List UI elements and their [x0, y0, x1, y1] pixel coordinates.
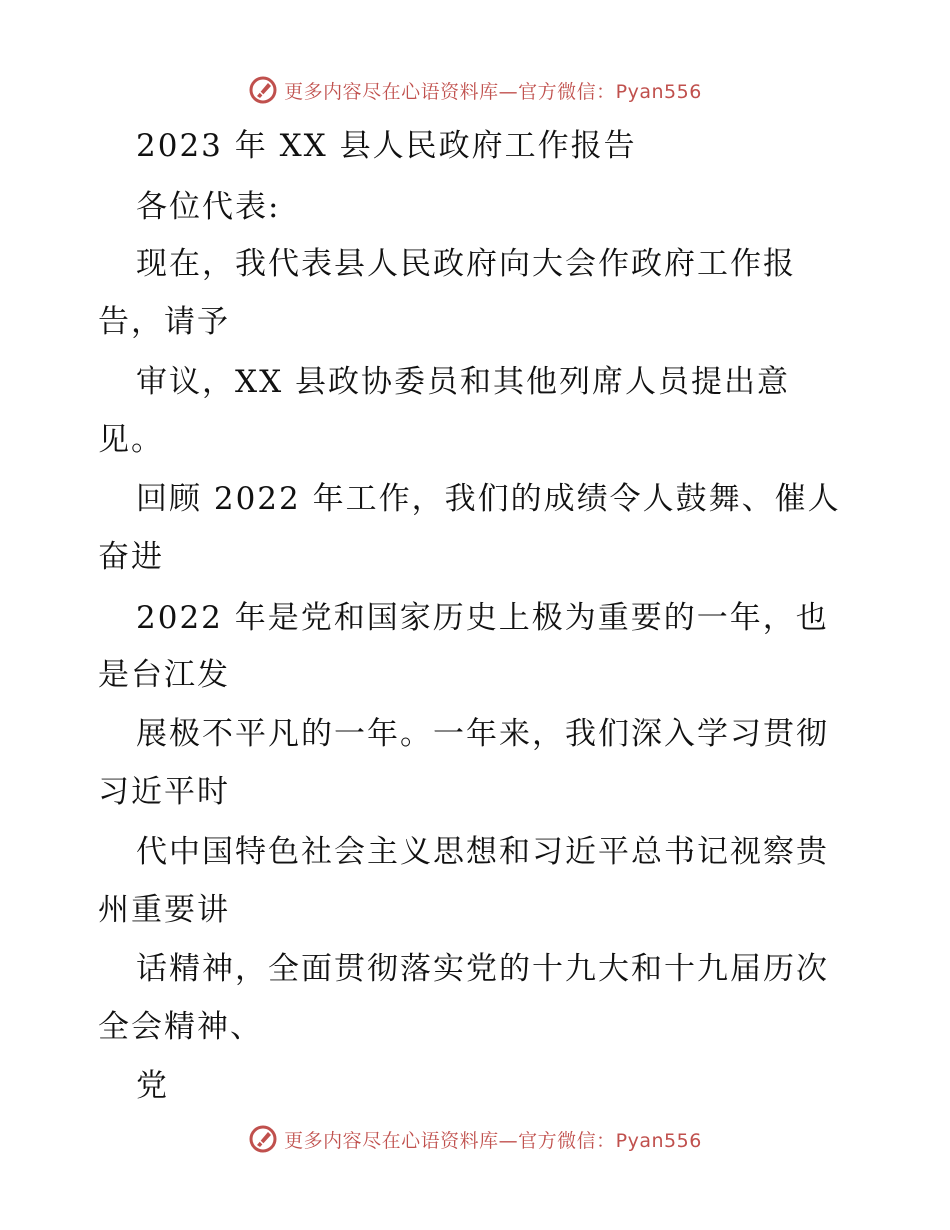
salutation: 各位代表: — [136, 189, 281, 225]
watermark-text: 更多内容尽在心语资料库—官方微信：Pyan556 — [284, 1129, 702, 1152]
paragraph-line: 告，请予 — [98, 304, 230, 340]
paragraph-line: 展极不平凡的一年。一年来，我们深入学习贯彻 — [136, 716, 829, 752]
paragraph-line: 习近平时 — [98, 774, 230, 810]
footer-watermark — [0, 1119, 950, 1159]
paragraph-line: 审议，XX 县政协委员和其他列席人员提出意 — [136, 364, 790, 400]
paragraph-line: 奋进 — [98, 539, 164, 575]
paragraph-line: 党 — [136, 1068, 169, 1104]
paragraph-line: 2022 年是党和国家历史上极为重要的一年，也 — [136, 600, 829, 636]
paragraph-line: 话精神，全面贯彻落实党的十九大和十九届历次 — [136, 951, 829, 987]
paragraph-line: 是台江发 — [98, 657, 230, 693]
paragraph-line: 代中国特色社会主义思想和习近平总书记视察贵 — [136, 834, 829, 870]
paragraph-line: 回顾 2022 年工作，我们的成绩令人鼓舞、催人 — [136, 481, 841, 517]
pen-seal-icon — [248, 75, 278, 105]
paragraph-line: 州重要讲 — [98, 892, 230, 928]
watermark-text: 更多内容尽在心语资料库—官方微信：Pyan556 — [284, 80, 702, 103]
pen-seal-icon — [248, 1124, 278, 1154]
paragraph-line: 现在，我代表县人民政府向大会作政府工作报 — [136, 246, 796, 282]
paragraph-line: 见。 — [98, 422, 164, 458]
paragraph-line: 全会精神、 — [98, 1009, 263, 1045]
document-title: 2023 年 XX 县人民政府工作报告 — [136, 128, 637, 164]
header-watermark — [0, 70, 950, 110]
